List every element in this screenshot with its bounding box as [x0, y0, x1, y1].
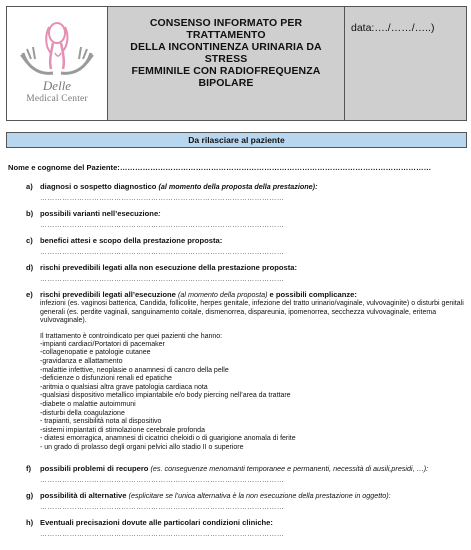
title-line: CONSENSO INFORMATO PER TRATTAMENTO — [149, 17, 303, 41]
dotted-line[interactable]: ……………………………………………………………………………………… — [40, 249, 285, 256]
contraindications-title: Il trattamento è controindicato per quei pazienti che hanno: — [40, 332, 223, 340]
item-body — [40, 290, 466, 453]
logo-cell — [7, 7, 108, 120]
item-letter: a) — [26, 182, 33, 191]
item-body — [40, 518, 466, 539]
complications-text: infezioni (es. vaginosi batterica, Candida, follicolite, herpes genitale, infezione del tratto urinario/vaginale, vulvovaginite) o disturbi genitali generali (es. perdite vaginali, sanguinamento coitale, dismenorrea, dispareunia, ipomenorrea, secchezza vulvovaginale, eritema vulvovaginale). — [40, 300, 464, 325]
list-item: -sistemi impiantati di stimolazione cerebrale profonda — [40, 426, 205, 434]
dotted-line[interactable]: ……………………………………………………………………………………… — [40, 531, 285, 538]
patient-name-field[interactable]: Nome e cognome del Paziente:…………………………………………………………………………………………………………… — [8, 163, 432, 172]
list-item: -deficienze o disfunzioni renali ed epatiche — [40, 375, 172, 383]
date-field[interactable]: data:…./……/…..) — [351, 22, 435, 34]
item-label: rischi prevedibili legati all’esecuzione — [40, 290, 176, 299]
document-header — [6, 6, 467, 121]
list-item: -malattie infettive, neoplasie o anamnesi di cancro della pelle — [40, 366, 229, 374]
item-note: (al momento della proposta) — [177, 290, 268, 299]
item-body — [40, 209, 466, 230]
dotted-line[interactable]: ……………………………………………………………………………………… — [40, 222, 285, 229]
dotted-line[interactable]: ……………………………………………………………………………………… — [40, 477, 285, 484]
item-body — [40, 491, 466, 512]
list-item: -collagenopatie e patologie cutanee — [40, 349, 151, 357]
item-body — [40, 263, 466, 284]
item-letter: c) — [26, 236, 33, 245]
list-item: -impianti cardiaci/Portatori di pacemaker — [40, 340, 165, 348]
item-note: (esplicitare se l’unica alternativa è la non esecuzione della prestazione in oggetto): — [128, 491, 391, 500]
title-cell — [108, 7, 345, 120]
list-item: - diatesi emorragica, anamnesi di cicatrici cheloidi o di guarigione anomala di ferite — [40, 435, 296, 443]
list-item: -gravidanza e allattamento — [40, 357, 123, 365]
date-cell — [345, 7, 466, 120]
item-note: : — [158, 209, 161, 218]
title-line: DELLA INCONTINENZA URINARIA DA STRESS — [130, 41, 322, 65]
list-item: -diabete o malattie autoimmuni — [40, 400, 136, 408]
list-item: - trapianti, sensibilità nota al dispositivo — [40, 418, 162, 426]
dotted-line[interactable]: ……………………………………………………………………………………… — [40, 276, 285, 283]
item-letter: h) — [26, 518, 34, 527]
item-label: benefici attesi e scopo della prestazione proposta: — [40, 236, 223, 245]
item-body — [40, 464, 466, 485]
patient-banner: Da rilasciare al paziente — [6, 132, 467, 148]
item-letter: b) — [26, 209, 34, 218]
dotted-line[interactable]: ……………………………………………………………………………………… — [40, 504, 285, 511]
document-title — [108, 7, 344, 89]
item-label: possibili varianti nell’esecuzione — [40, 209, 159, 218]
list-item: - un grado di prolasso degli organi pelvici allo stadio II o superiore — [40, 443, 244, 451]
item-label: diagnosi o sospetto diagnostico — [40, 182, 157, 191]
item-body — [40, 182, 466, 203]
contraindications-list — [40, 341, 466, 453]
item-note: (al momento della proposta della prestazione): — [158, 182, 318, 191]
item-letter: e) — [26, 290, 33, 299]
dotted-line[interactable]: ……………………………………………………………………………………… — [40, 195, 285, 202]
item-label: Eventuali precisazioni dovute alle particolari condizioni cliniche: — [40, 518, 273, 527]
medical-center-logo — [15, 13, 99, 79]
list-item: -aritmia o qualsiasi altra grave patologia cardiaca nota — [40, 383, 208, 391]
item-note: (es. conseguenze menomanti temporanee e permanenti, necessità di ausili,presidi, …): — [150, 464, 429, 473]
item-label: possibili problemi di recupero — [40, 464, 149, 473]
logo-name: Delle — [42, 78, 72, 93]
item-label: rischi prevedibili legati alla non esecuzione della prestazione proposta: — [40, 263, 297, 272]
list-item: -qualsiasi dispositivo metallico impiantabile e/o body piercing nell’area da trattare — [40, 392, 291, 400]
item-label: possibilità di alternative — [40, 491, 127, 500]
title-line: FEMMINILE CON RADIOFREQUENZA BIPOLARE — [131, 65, 321, 89]
list-item: -disturbi della coagulazione — [40, 409, 125, 417]
item-body — [40, 236, 466, 257]
item-letter: g) — [26, 491, 34, 500]
item-letter: d) — [26, 263, 34, 272]
item-label-2: e possibili complicanze: — [269, 290, 357, 299]
item-letter: f) — [26, 464, 32, 473]
logo-subname: Medical Center — [26, 94, 88, 104]
